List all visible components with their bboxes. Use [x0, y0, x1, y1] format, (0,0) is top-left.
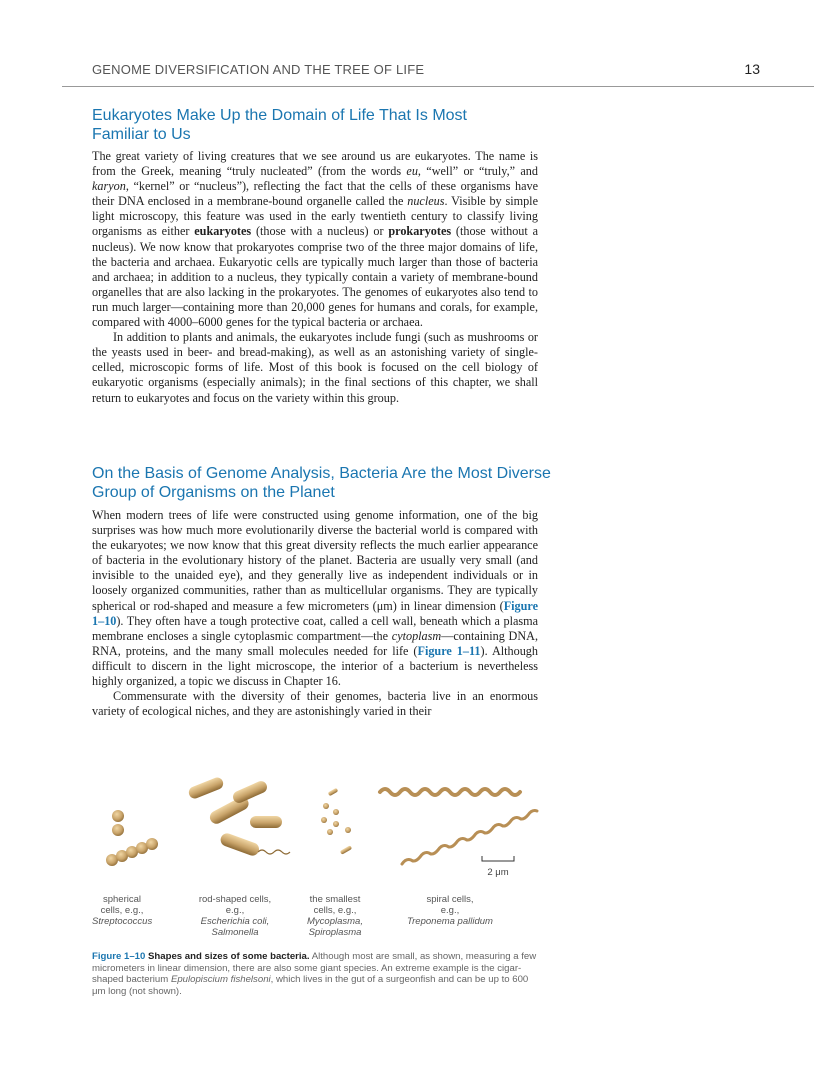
text-run: (those without a nucleus). We now know that prokaryotes comprise two of the three major domains of life, the bacteria and archaea. Eukaryotic cells are typically much larger than those of bacteria and archaea; in addition to a nucleus, they typically contain a variety of membrane-bound organelles that are also lacking in the prokaryotes. The genomes of eukaryotes also tend to run much larger—containing more than 20,000 genes for humans and corals, for example, compared with 4000–6000 genes for the typical bacteria or archaea.: [92, 224, 539, 330]
heading-line: Eukaryotes Make Up the Domain of Life That Is Most: [92, 107, 467, 124]
figure-link[interactable]: Figure 1–10: [92, 598, 538, 628]
heading-line: On the Basis of Genome Analysis, Bacteria Are the Most Diverse: [92, 465, 551, 482]
figure-link[interactable]: Figure 1–11: [417, 643, 481, 658]
section-heading-eukaryotes: [92, 106, 562, 144]
text-run: ). Although difficult to discern in the light microscope, the interior of a bacterium is nevertheless highly organized, a topic we discuss in Chapter 16.: [92, 643, 538, 689]
figure-caption: [92, 951, 544, 997]
label-species: Salmonella: [211, 927, 259, 938]
bold-term: prokaryotes: [388, 224, 452, 239]
label-line: rod-shaped cells,: [198, 894, 272, 905]
label-text: e.g.,: [440, 905, 460, 916]
paragraph: [92, 508, 538, 689]
scale-bar-label: 2 μm: [487, 867, 509, 878]
bacteria-illustration: [80, 768, 550, 888]
paragraph: [92, 149, 538, 330]
header-rule: [62, 86, 814, 87]
label-species: Streptococcus: [92, 916, 153, 927]
label-line: spiral cells,: [426, 894, 474, 905]
paragraph: Commensurate with the diversity of their genomes, bacteria live in an enormous variety of ecological niches, and they are astonishingly varied in their: [92, 689, 538, 719]
text-run: The great variety of living creatures that we see around us are eukaryotes. The name is from the Greek, meaning “truly nucleated” (from the words: [92, 149, 538, 179]
rod-shaped-cells: [187, 776, 290, 858]
text-run: (those with a nucleus) or: [251, 224, 389, 239]
paragraph: In addition to plants and animals, the eukaryotes include fungi (such as mushrooms or the yeasts used in beer- and bread-making), as well as an astonishing variety of single-celled, microscopic forms of life. Most of this book is focused on the cell biology of eukaryotic organisms (especially animals); in the final sections of this chapter, we shall return to eukaryotes and focus on the variety within this group.: [92, 330, 538, 405]
label-species: Treponema pallidum: [407, 916, 493, 927]
label-species: Mycoplasma,: [307, 916, 363, 927]
italic-term: karyon: [92, 179, 126, 194]
smallest-cells: [321, 788, 352, 855]
text-run: . Visible by simple light microscopy, this feature was used in the early twentieth century to classify living organisms as either: [92, 194, 538, 239]
section-body-eukaryotes: [92, 149, 538, 406]
caption-species: Epulopiscium fishelsoni: [170, 974, 271, 986]
heading-line: Group of Organisms on the Planet: [92, 484, 335, 501]
text-run: , “well” or “truly,” and: [417, 164, 538, 179]
running-head: GENOME DIVERSIFICATION AND THE TREE OF LIFE: [92, 62, 425, 77]
spherical-cells: [106, 810, 158, 866]
label-line: cells, e.g.,: [313, 905, 357, 916]
label-line: cells, e.g.,: [100, 905, 144, 916]
label-smallest: [302, 894, 368, 938]
label-line: the smallest: [309, 894, 361, 905]
text-run: —containing DNA, RNA, proteins, and the many small molecules needed for life (: [92, 628, 538, 658]
italic-term: nucleus: [407, 194, 445, 209]
spiral-cells: [380, 789, 537, 864]
scale-bar: [482, 856, 514, 861]
section-body-bacteria: [92, 508, 538, 719]
label-line: spherical: [102, 894, 142, 905]
heading-line: Familiar to Us: [92, 126, 191, 143]
text-run: , “kernel” or “nucleus”), reflecting the fact that the cells of these organisms have their DNA enclosed in a membrane-bound organelle called the: [92, 179, 538, 209]
label-text: e.g.,: [225, 905, 245, 916]
italic-term: cytoplasm: [391, 628, 442, 643]
italic-term: eu: [406, 164, 418, 179]
label-species: Escherichia coli,: [200, 916, 270, 927]
text-run: ). They often have a tough protective coat, called a cell wall, beneath which a plasma membrane encloses a single cytoplasmic compartment—the: [92, 613, 538, 643]
label-spiral: [380, 894, 520, 927]
caption-text: Although most are small, as shown, measuring a few micrometers in linear dimension, there are also some giant species. An extreme example is the cigar-shaped bacterium: [92, 951, 537, 986]
text-run: When modern trees of life were constructed using genome information, one of the big surprises was how much more evolutionarily diverse the bacterial world is compared with the eukaryotes; we now know that this great diversity reflects the much earlier appearance of bacteria in the evolutionary history of the planet. Bacteria are usually very small (and invisible to the unaided eye), and they generally live as independent individuals or in loosely organized communities, rather than as multicellular organisms. They are typically spherical or rod-shaped and measure a few micrometers (μm) in linear dimension (: [92, 508, 538, 613]
figure-title: Shapes and sizes of some bacteria.: [148, 951, 310, 962]
figure-number: Figure 1–10: [92, 951, 146, 962]
caption-text: , which lives in the gut of a surgeonfish and can be up to 600 μm long (not shown).: [92, 974, 529, 997]
bold-term: eukaryotes: [194, 224, 252, 239]
label-rod: [180, 894, 290, 938]
label-species: Spiroplasma: [308, 927, 362, 938]
page-number: 13: [744, 61, 760, 77]
section-heading-bacteria: [92, 464, 562, 502]
label-spherical: [92, 894, 152, 927]
